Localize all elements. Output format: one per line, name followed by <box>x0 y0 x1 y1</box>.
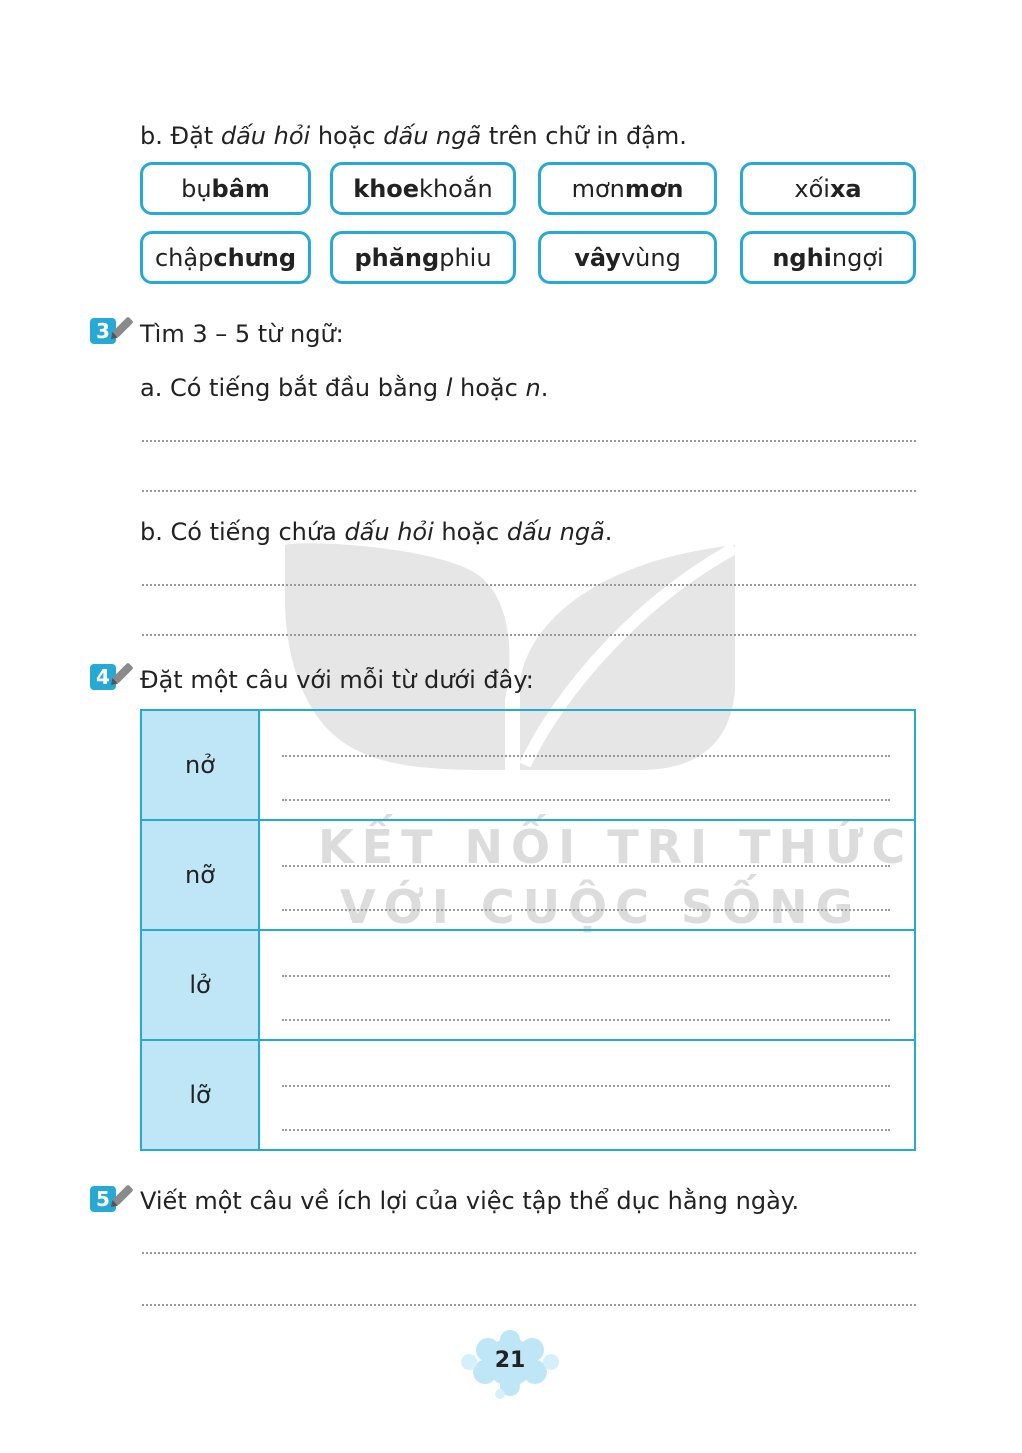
exercise-5-title: Viết một câu về ích lợi của việc tập thể dục hằng ngày. <box>140 1187 800 1215</box>
watermark-line-1: KẾT NỐI TRI THỨC <box>318 820 914 874</box>
exercise-4-title: Đặt một câu với mỗi từ dưới đây: <box>140 666 534 694</box>
table-row <box>141 710 915 820</box>
answer-cell[interactable] <box>259 820 915 930</box>
page-number-badge <box>455 1328 565 1400</box>
answer-line[interactable] <box>142 1304 916 1306</box>
word-box <box>538 231 717 284</box>
answer-line[interactable] <box>282 865 890 867</box>
answer-line[interactable] <box>142 634 916 636</box>
word-part-bold: bâm <box>211 174 270 203</box>
answer-line[interactable] <box>142 584 916 586</box>
answer-line[interactable] <box>142 440 916 442</box>
ex3a-text-4: n <box>525 374 541 402</box>
exercise-3b-instruction <box>140 516 612 548</box>
word-box <box>740 162 916 215</box>
ex3a-text-3: hoặc <box>452 374 526 402</box>
part-b-text-5: trên chữ in đậm. <box>481 122 687 150</box>
word-part: ngợi <box>831 243 884 272</box>
answer-line[interactable] <box>282 755 890 757</box>
answer-cell[interactable] <box>259 1040 915 1150</box>
word-part: mơn <box>571 174 625 203</box>
word-part-bold: vây <box>574 243 621 272</box>
answer-line[interactable] <box>282 1129 890 1131</box>
word-part: khoắn <box>419 174 493 203</box>
word-box <box>140 162 311 215</box>
ex3a-text-5: . <box>540 374 549 402</box>
word-cell: nở <box>141 710 259 820</box>
ex3a-text-2: l <box>445 374 453 402</box>
ex3b-text-1: b. Có tiếng chứa <box>140 518 345 546</box>
word-box <box>330 162 516 215</box>
word-box <box>740 231 916 284</box>
word-cell: lở <box>141 930 259 1040</box>
word-part-bold: nghi <box>772 243 832 272</box>
ex3b-text-3: hoặc <box>433 518 507 546</box>
word-part: xối <box>794 174 830 203</box>
page-number: 21 <box>494 1348 526 1373</box>
sentence-table <box>140 709 916 1151</box>
part-b-instruction <box>140 120 687 152</box>
word-part-bold: chưng <box>213 243 297 272</box>
ex3b-text-2: dấu hỏi <box>344 518 434 546</box>
answer-cell[interactable] <box>259 930 915 1040</box>
word-box <box>330 231 516 284</box>
answer-line[interactable] <box>142 490 916 492</box>
word-part-bold: khoe <box>353 174 420 203</box>
word-part-bold: mơn <box>624 174 684 203</box>
word-part: vùng <box>620 243 681 272</box>
part-b-text-1: Đặt <box>162 122 221 150</box>
answer-line[interactable] <box>282 909 890 911</box>
exercise-3a-instruction <box>140 372 548 404</box>
word-part: chập <box>154 243 214 272</box>
answer-cell[interactable] <box>259 710 915 820</box>
word-part: phiu <box>439 243 492 272</box>
part-b-text-3: hoặc <box>310 122 384 150</box>
part-b-text-2: dấu hỏi <box>220 122 311 150</box>
answer-line[interactable] <box>282 975 890 977</box>
word-box <box>538 162 717 215</box>
table-row <box>141 930 915 1040</box>
table-row <box>141 820 915 930</box>
word-part-bold: phăng <box>354 243 440 272</box>
table-row <box>141 1040 915 1150</box>
exercise-5-badge: 5 <box>90 1186 116 1212</box>
ex3b-text-5: . <box>604 518 613 546</box>
ex3b-text-4: dấu ngã <box>506 518 605 546</box>
exercise-4-badge: 4 <box>90 664 116 690</box>
word-part-bold: xa <box>829 174 862 203</box>
exercise-3-badge: 3 <box>90 318 116 344</box>
word-part: bụ <box>181 174 212 203</box>
part-b-label: b. <box>140 122 163 150</box>
answer-line[interactable] <box>282 799 890 801</box>
answer-line[interactable] <box>282 1019 890 1021</box>
ex3a-text-1: a. Có tiếng bắt đầu bằng <box>140 374 446 402</box>
watermark-line-2: VỚI CUỘC SỐNG <box>340 880 862 934</box>
part-b-text-4: dấu ngã <box>383 122 482 150</box>
answer-line[interactable] <box>282 1085 890 1087</box>
answer-line[interactable] <box>142 1252 916 1254</box>
word-cell: nỡ <box>141 820 259 930</box>
word-cell: lỡ <box>141 1040 259 1150</box>
exercise-3-title: Tìm 3 – 5 từ ngữ: <box>140 320 344 348</box>
word-box <box>140 231 311 284</box>
